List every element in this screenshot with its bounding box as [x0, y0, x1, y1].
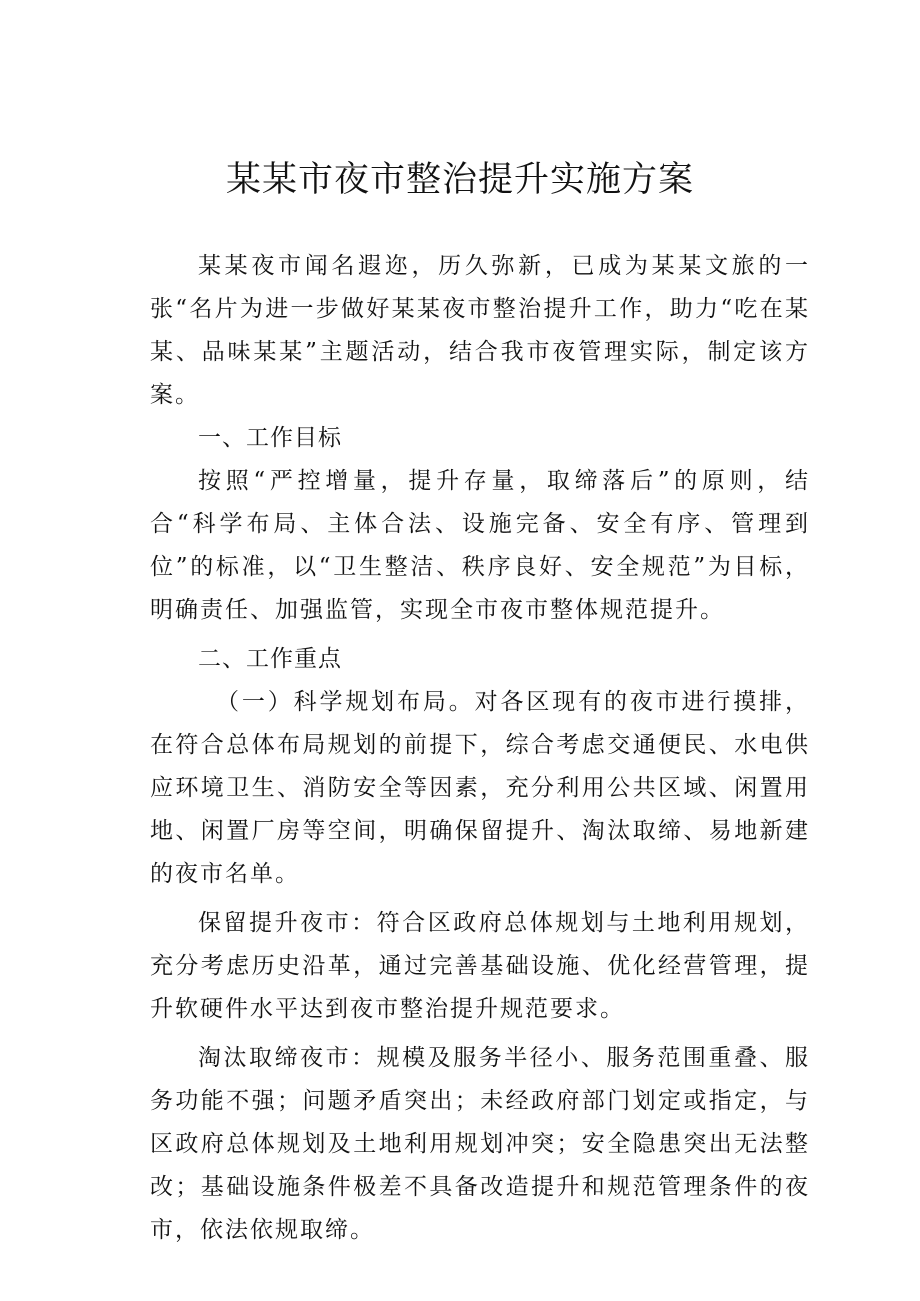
- eliminate-paragraph: 淘汰取缔夜市：规模及服务半径小、服务范围重叠、服务功能不强；问题矛盾突出；未经政府部门划定或指定，与区政府总体规划及土地利用规划冲突；安全隐患突出无法整改；基础设施条件极差不具备改造提升和规范管理条件的夜市，依法依规取缔。: [150, 1045, 810, 1243]
- document-body: [150, 245, 810, 1252]
- retain-paragraph: 保留提升夜市：符合区政府总体规划与土地利用规划，充分考虑历史沿革，通过完善基础设施、优化经营管理，提升软硬件水平达到夜市整治提升规范要求。: [150, 910, 810, 1022]
- section2-item1-paragraph: （一）科学规划布局。对各区现有的夜市进行摸排，在符合总体布局规划的前提下，综合考虑交通便民、水电供应环境卫生、消防安全等因素，充分利用公共区域、闲置用地、闲置厂房等空间，明确保留提升、淘汰取缔、易地新建的夜市名单。: [150, 689, 810, 887]
- section1-heading: 一、工作目标: [198, 425, 342, 451]
- intro-paragraph: 某某夜市闻名遐迩，历久弥新，已成为某某文旅的一张“名片为进一步做好某某夜市整治提升工作，助力“吃在某某、品味某某”主题活动，结合我市夜管理实际，制定该方案。: [150, 253, 810, 408]
- document-title: 某某市夜市整治提升实施方案: [225, 160, 694, 200]
- section1-paragraph: 按照“严控增量，提升存量，取缔落后”的原则，结合“科学布局、主体合法、设施完备、安全有序、管理到位”的标准，以“卫生整洁、秩序良好、安全规范”为目标，明确责任、加强监管，实现全市夜市整体规范提升。: [150, 468, 810, 623]
- section2-heading: 二、工作重点: [198, 646, 342, 672]
